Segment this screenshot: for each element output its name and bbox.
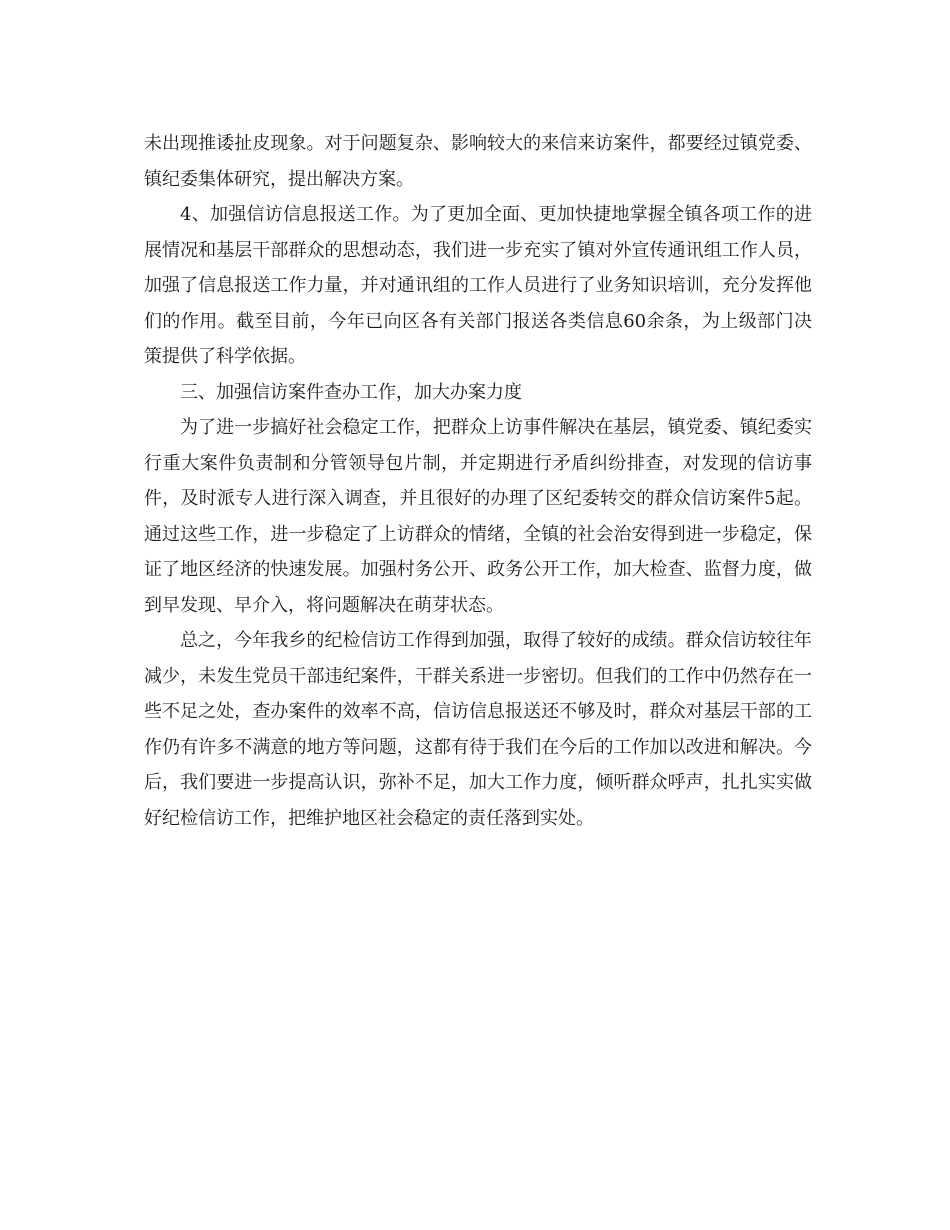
paragraph-4: 为了进一步搞好社会稳定工作，把群众上访事件解决在基层，镇党委、镇纪委实行重大案件负责制和分管领导包片制，并定期进行矛盾纠纷排查，对发现的信访事件，及时派专人进行深入调查，并且很好的办理了区纪委转交的群众信访案件5起。通过这些工作，进一步稳定了上访群众的情绪，全镇的社会治安得到进一步稳定，保证了地区经济的快速发展。加强村务公开、政务公开工作，加大检查、监督力度，做到早发现、早介入，将问题解决在萌芽状态。 [144,417,812,616]
section-heading-3: 三、加强信访案件查办工作，加大办案力度 [180,381,522,403]
paragraph-2: 4、加强信访信息报送工作。为了更加全面、更加快捷地掌握全镇各项工作的进展情况和基层干部群众的思想动态，我们进一步充实了镇对外宣传通讯组工作人员，加强了信息报送工作力量，并对通讯组的工作人员进行了业务知识培训，充分发挥他们的作用。截至目前，今年已向区各有关部门报送各类信息60余条，为上级部门决策提供了科学依据。 [144,204,812,367]
paragraph-1: 未出现推诿扯皮现象。对于问题复杂、影响较大的来信来访案件，都要经过镇党委、镇纪委集体研究，提出解决方案。 [144,133,812,190]
paragraph-5: 总之，今年我乡的纪检信访工作得到加强，取得了较好的成绩。群众信访较往年减少，未发生党员干部违纪案件，干群关系进一步密切。但我们的工作中仍然存在一些不足之处，查办案件的效率不高，信访信息报送还不够及时，群众对基层干部的工作仍有许多不满意的地方等问题，这都有待于我们在今后的工作加以改进和解决。今后，我们要进一步提高认识，弥补不足，加大工作力度，倾听群众呼声，扎扎实实做好纪检信访工作，把维护地区社会稳定的责任落到实处。 [144,630,812,829]
document-body [144,126,812,836]
